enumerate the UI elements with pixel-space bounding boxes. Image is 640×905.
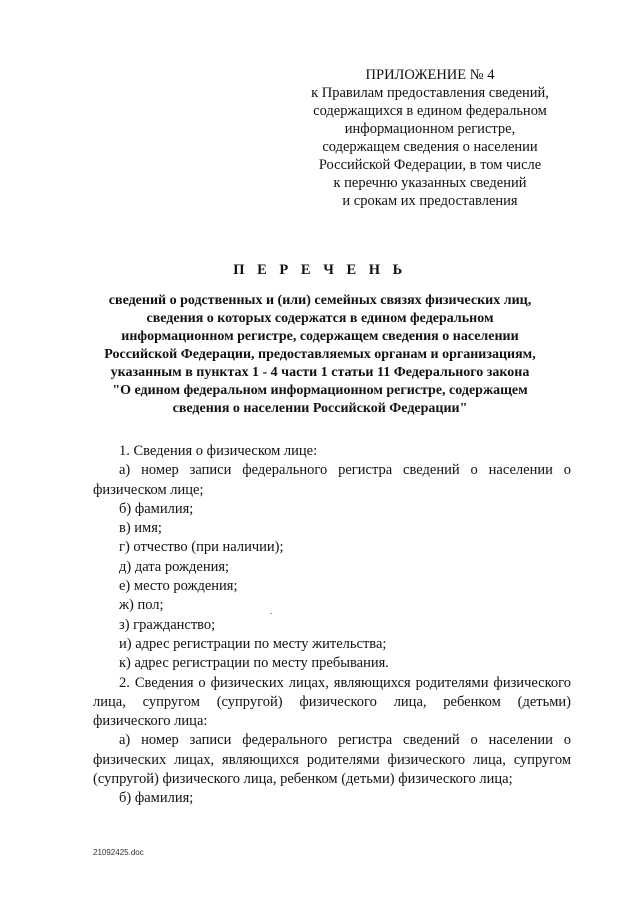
document-heading <box>64 262 576 418</box>
heading-line: "О едином федеральном информационном регистре, содержащем <box>112 383 528 398</box>
appendix-line: к перечню указанных сведений <box>333 175 527 191</box>
list-item: д) дата рождения; <box>119 558 230 575</box>
heading-title: П Е Р Е Ч Е Н Ь <box>233 262 407 278</box>
appendix-line: к Правилам предоставления сведений, <box>311 85 549 101</box>
list-item: а) номер записи федерального регистра сведений о населении о физических лицах, являющихся родителями физического лица, супругом (супругой) физического лица, ребенком (детьми) физического лица; <box>93 732 571 788</box>
appendix-line: Российской Федерации, в том числе <box>318 157 542 173</box>
list-item: б) фамилия; <box>119 500 194 517</box>
scan-speck <box>270 613 272 614</box>
appendix-line: содержащихся в едином федеральном <box>313 103 547 119</box>
appendix-line: содержащем сведения о населении <box>322 139 538 155</box>
appendix-line: информационном регистре, <box>344 121 516 137</box>
list-item: г) отчество (при наличии); <box>119 539 284 556</box>
heading-line: сведения о населении Российской Федерации" <box>172 401 468 416</box>
heading-line: сведения о которых содержатся в едином федеральном <box>146 311 494 326</box>
list-item: ж) пол; <box>119 597 164 614</box>
document-body <box>93 442 571 809</box>
list-item: е) место рождения; <box>119 578 238 595</box>
heading-line: указанным в пунктах 1 - 4 части 1 статьи 11 Федерального закона <box>110 365 530 380</box>
appendix-header <box>300 66 560 210</box>
list-item: з) гражданство; <box>119 616 216 633</box>
section-heading: 1. Сведения о физическом лице: <box>119 443 318 459</box>
heading-line: сведений о родственных и (или) семейных связях физических лиц, <box>108 293 532 308</box>
appendix-line: и срокам их предоставления <box>342 193 518 209</box>
heading-line: Российской Федерации, предоставляемых органам и организациям, <box>104 347 536 362</box>
list-item: к) адрес регистрации по месту пребывания. <box>119 655 389 672</box>
appendix-title: ПРИЛОЖЕНИЕ № 4 <box>365 67 495 83</box>
heading-line: информационном регистре, содержащем сведения о населении <box>121 329 519 344</box>
file-code: 21092425.doc <box>93 848 144 857</box>
list-item: в) имя; <box>119 520 162 537</box>
list-item: б) фамилия; <box>119 790 194 807</box>
section-heading: 2. Сведения о физических лицах, являющихся родителями физического лица, супругом (супругой) физического лица, ребенком (детьми) физического лица: <box>93 674 571 730</box>
list-item: а) номер записи федерального регистра сведений о населении о физическом лице; <box>93 462 571 498</box>
list-item: и) адрес регистрации по месту жительства; <box>119 635 387 652</box>
